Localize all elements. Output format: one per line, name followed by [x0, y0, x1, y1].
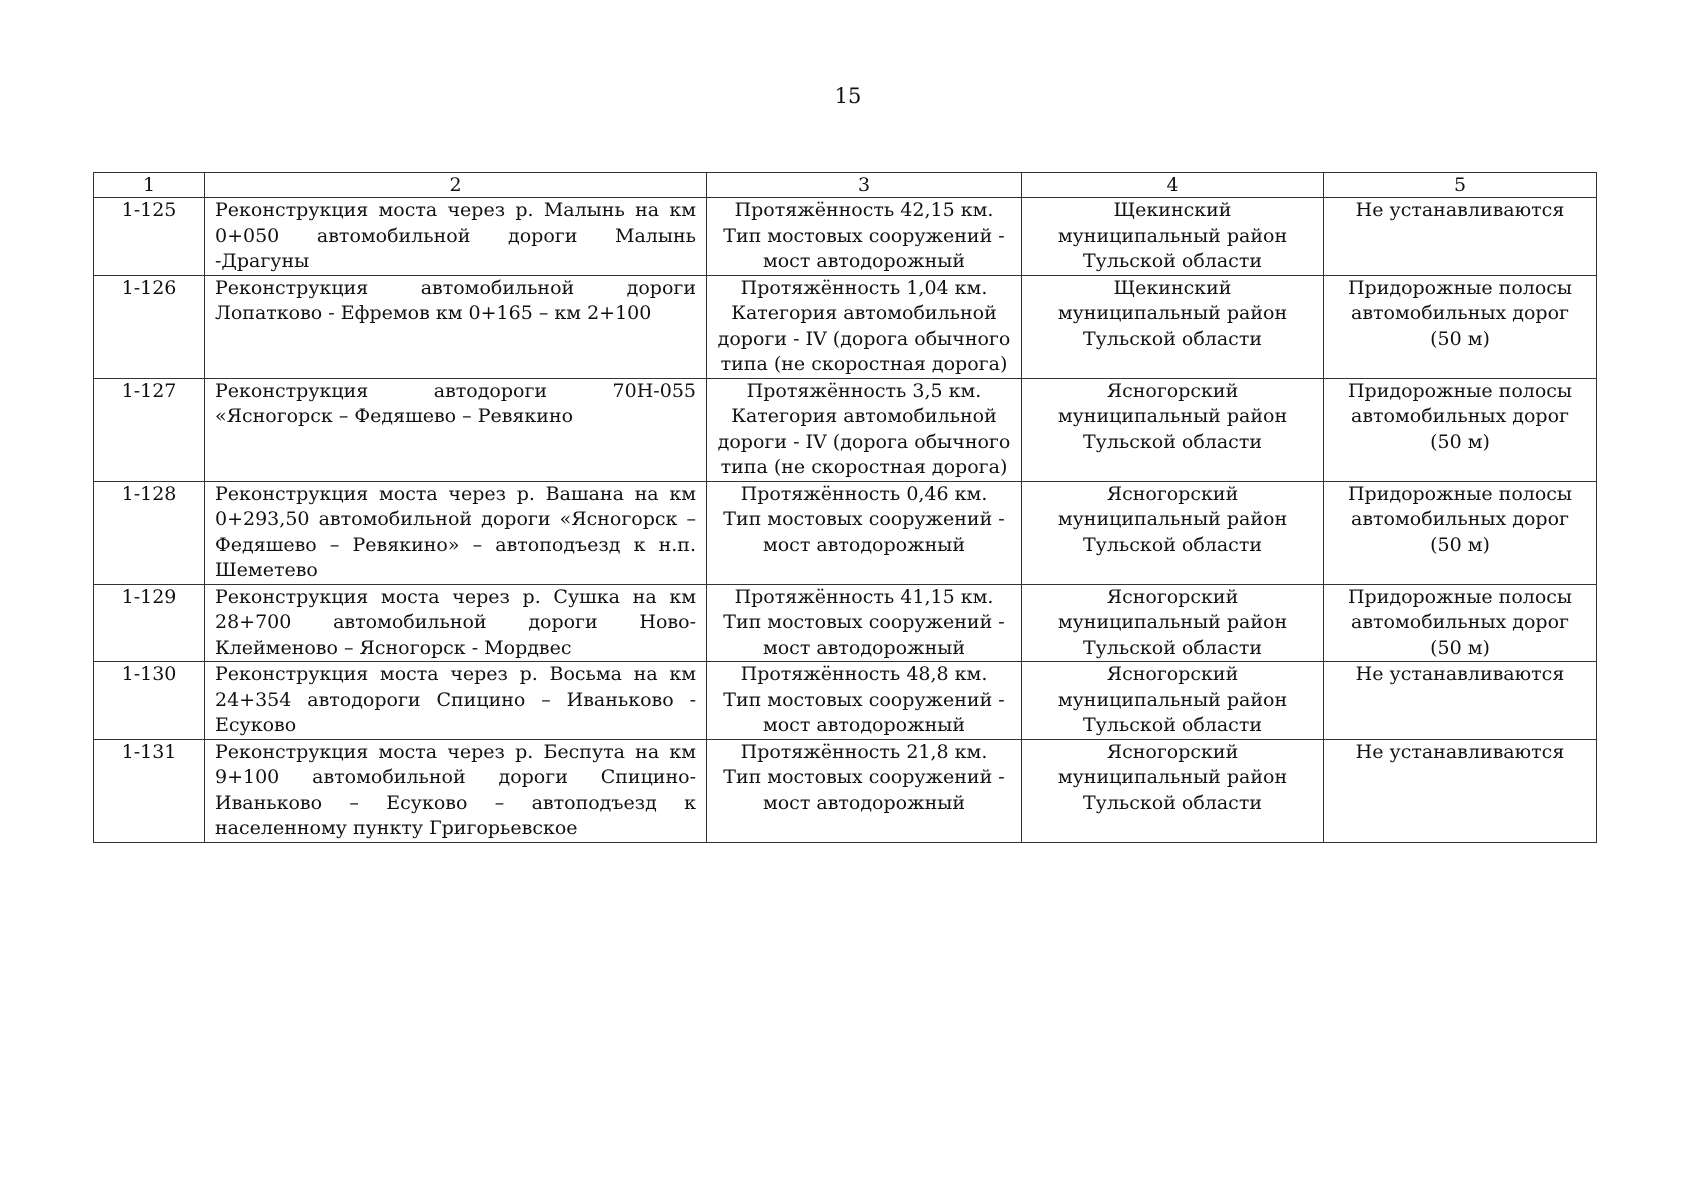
object-name-cell: Реконструкция автодороги 70Н-055 «Ясногорск – Федяшево – Ревякино: [205, 378, 707, 481]
table-row: [94, 198, 1597, 276]
row-number-cell: 1-125: [94, 198, 205, 276]
table-row: [94, 662, 1597, 740]
column-header-4: 4: [1022, 173, 1324, 198]
location-cell: Щекинский муниципальный район Тульской области: [1022, 198, 1324, 276]
zones-cell: Не устанавливаются: [1324, 739, 1597, 842]
object-name-cell: Реконструкция моста через р. Восьма на км 24+354 автодороги Спицино – Иваньково - Есуково: [205, 662, 707, 740]
location-cell: Ясногорский муниципальный район Тульской области: [1022, 584, 1324, 662]
characteristics-cell: Протяжённость 41,15 км. Тип мостовых сооружений - мост автодорожный: [707, 584, 1022, 662]
row-number-cell: 1-129: [94, 584, 205, 662]
objects-table: [93, 172, 1597, 843]
characteristics-cell: Протяжённость 42,15 км. Тип мостовых сооружений - мост автодорожный: [707, 198, 1022, 276]
zones-cell: Придорожные полосы автомобильных дорог (50 м): [1324, 481, 1597, 584]
column-header-3: 3: [707, 173, 1022, 198]
zones-cell: Придорожные полосы автомобильных дорог (50 м): [1324, 584, 1597, 662]
table-row: [94, 275, 1597, 378]
row-number-cell: 1-127: [94, 378, 205, 481]
object-name-cell: Реконструкция автомобильной дороги Лопатково - Ефремов км 0+165 – км 2+100: [205, 275, 707, 378]
column-header-5: 5: [1324, 173, 1597, 198]
object-name-cell: Реконструкция моста через р. Вашана на км 0+293,50 автомобильной дороги «Ясногорск – Федяшево – Ревякино» – автоподъезд к н.п. Шеметево: [205, 481, 707, 584]
characteristics-cell: Протяжённость 21,8 км. Тип мостовых сооружений - мост автодорожный: [707, 739, 1022, 842]
object-name-cell: Реконструкция моста через р. Малынь на км 0+050 автомобильной дороги Малынь -Драгуны: [205, 198, 707, 276]
row-number-cell: 1-128: [94, 481, 205, 584]
characteristics-cell: Протяжённость 0,46 км. Тип мостовых сооружений - мост автодорожный: [707, 481, 1022, 584]
table-row: [94, 378, 1597, 481]
row-number-cell: 1-130: [94, 662, 205, 740]
characteristics-cell: Протяжённость 3,5 км. Категория автомобильной дороги - IV (дорога обычного типа (не скоростная дорога): [707, 378, 1022, 481]
zones-cell: Придорожные полосы автомобильных дорог (50 м): [1324, 378, 1597, 481]
object-name-cell: Реконструкция моста через р. Сушка на км 28+700 автомобильной дороги Ново-Клейменово – Ясногорск - Мордвес: [205, 584, 707, 662]
zones-cell: Придорожные полосы автомобильных дорог (50 м): [1324, 275, 1597, 378]
location-cell: Щекинский муниципальный район Тульской области: [1022, 275, 1324, 378]
page-number: 15: [834, 84, 862, 108]
table-row: [94, 584, 1597, 662]
table-body: [94, 198, 1597, 843]
row-number-cell: 1-126: [94, 275, 205, 378]
location-cell: Ясногорский муниципальный район Тульской области: [1022, 481, 1324, 584]
table-row: [94, 481, 1597, 584]
characteristics-cell: Протяжённость 1,04 км. Категория автомобильной дороги - IV (дорога обычного типа (не скоростная дорога): [707, 275, 1022, 378]
table-row: [94, 739, 1597, 842]
column-header-2: 2: [205, 173, 707, 198]
zones-cell: Не устанавливаются: [1324, 198, 1597, 276]
location-cell: Ясногорский муниципальный район Тульской области: [1022, 662, 1324, 740]
characteristics-cell: Протяжённость 48,8 км. Тип мостовых сооружений - мост автодорожный: [707, 662, 1022, 740]
column-header-1: 1: [94, 173, 205, 198]
table-header-row: [94, 173, 1597, 198]
location-cell: Ясногорский муниципальный район Тульской области: [1022, 739, 1324, 842]
location-cell: Ясногорский муниципальный район Тульской области: [1022, 378, 1324, 481]
zones-cell: Не устанавливаются: [1324, 662, 1597, 740]
row-number-cell: 1-131: [94, 739, 205, 842]
object-name-cell: Реконструкция моста через р. Беспута на км 9+100 автомобильной дороги Спицино-Иваньково – Есуково – автоподъезд к населенному пункту Григорьевское: [205, 739, 707, 842]
